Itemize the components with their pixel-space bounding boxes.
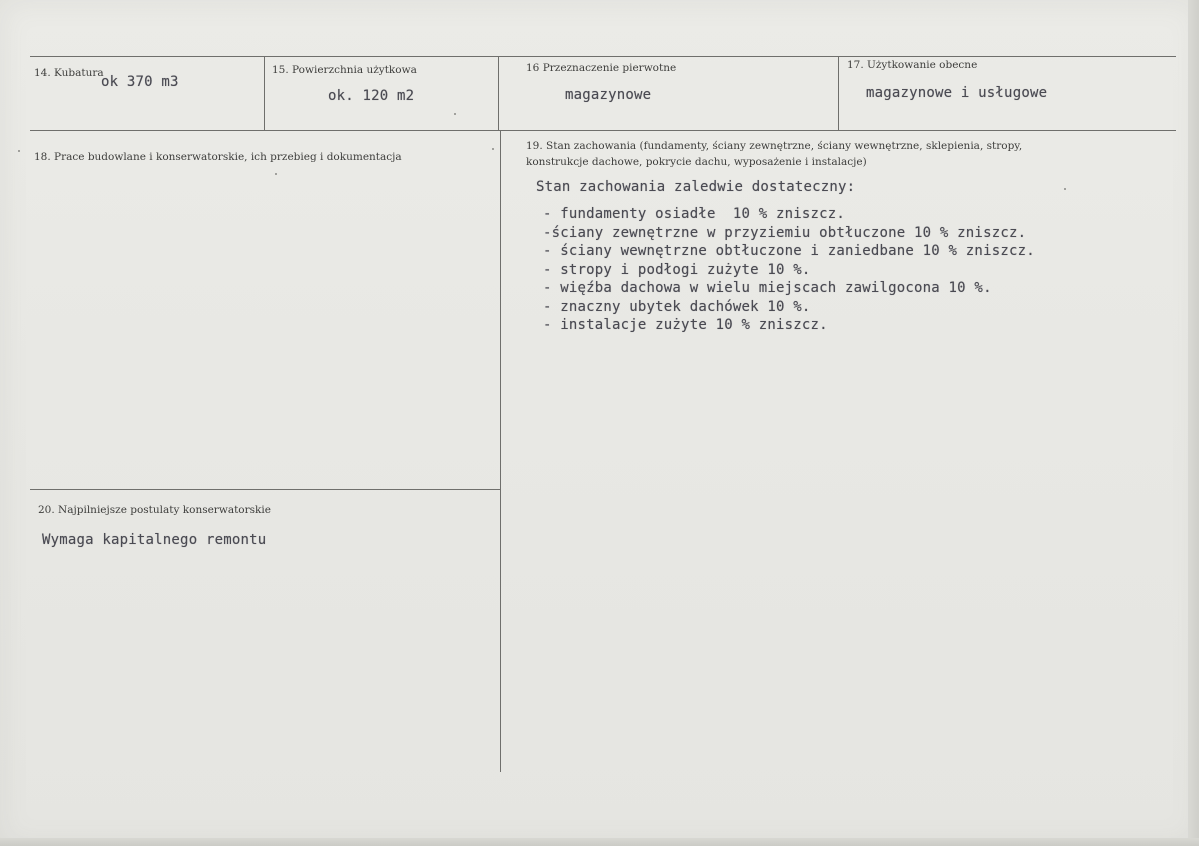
field15-label: 15. Powierzchnia użytkowa [272,64,417,76]
divider-16-17 [838,56,839,130]
field17-label: 17. Użytkowanie obecne [847,59,978,71]
main-column-divider [500,130,501,772]
divider-15-16 [498,56,499,130]
condition-item: - stropy i podłogi zużyte 10 %. [543,261,811,278]
paper-speck [275,173,277,175]
field14-label: 14. Kubatura [34,67,104,79]
field20-label: 20. Najpilniejsze postulaty konserwatorskie [38,504,271,516]
field18-label: 18. Prace budowlane i konserwatorskie, ich przebieg i dokumentacja [34,151,402,163]
field19-label-line1: 19. Stan zachowania (fundamenty, ściany zewnętrzne, ściany wewnętrzne, sklepienia, stropy, [526,140,1023,152]
condition-item: - więźba dachowa w wielu miejscach zawilgocona 10 %. [543,280,992,296]
paper-speck [492,148,494,150]
condition-item: - fundamenty osiadłe 10 % zniszcz. [543,206,846,222]
card-edge-bottom [0,838,1199,846]
field16-label: 16 Przeznaczenie pierwotne [526,62,677,74]
field19-label-line2: konstrukcje dachowe, pokrycie dachu, wyposażenie i instalacje) [526,156,867,168]
divider-14-15 [264,56,265,130]
condition-item: - ściany wewnętrzne obtłuczone i zaniedbane 10 % zniszcz. [543,243,1035,259]
field19-label [526,138,1086,170]
middle-row-rule [30,130,1176,131]
field20-top-rule [30,489,500,490]
field17-value: magazynowe i usługowe [866,85,1048,101]
paper-speck [1064,188,1066,190]
paper-speck [454,113,456,115]
paper-speck [18,150,20,152]
field19-heading: Stan zachowania zaledwie dostateczny: [536,179,856,195]
field15-value: ok. 120 m2 [328,88,415,104]
condition-item: -ściany zewnętrzne w przyziemiu obtłuczone 10 % zniszcz. [543,224,1027,241]
field19-condition-list [543,205,1035,335]
condition-item: - instalacje zużyte 10 % zniszcz. [543,317,828,333]
condition-item: - znaczny ubytek dachówek 10 %. [543,298,811,315]
field14-value: ok 370 m3 [101,74,179,90]
card-edge-right [1188,0,1199,846]
field20-value: Wymaga kapitalnego remontu [42,532,267,548]
top-row-rule [30,56,1176,57]
field16-value: magazynowe [565,87,652,103]
